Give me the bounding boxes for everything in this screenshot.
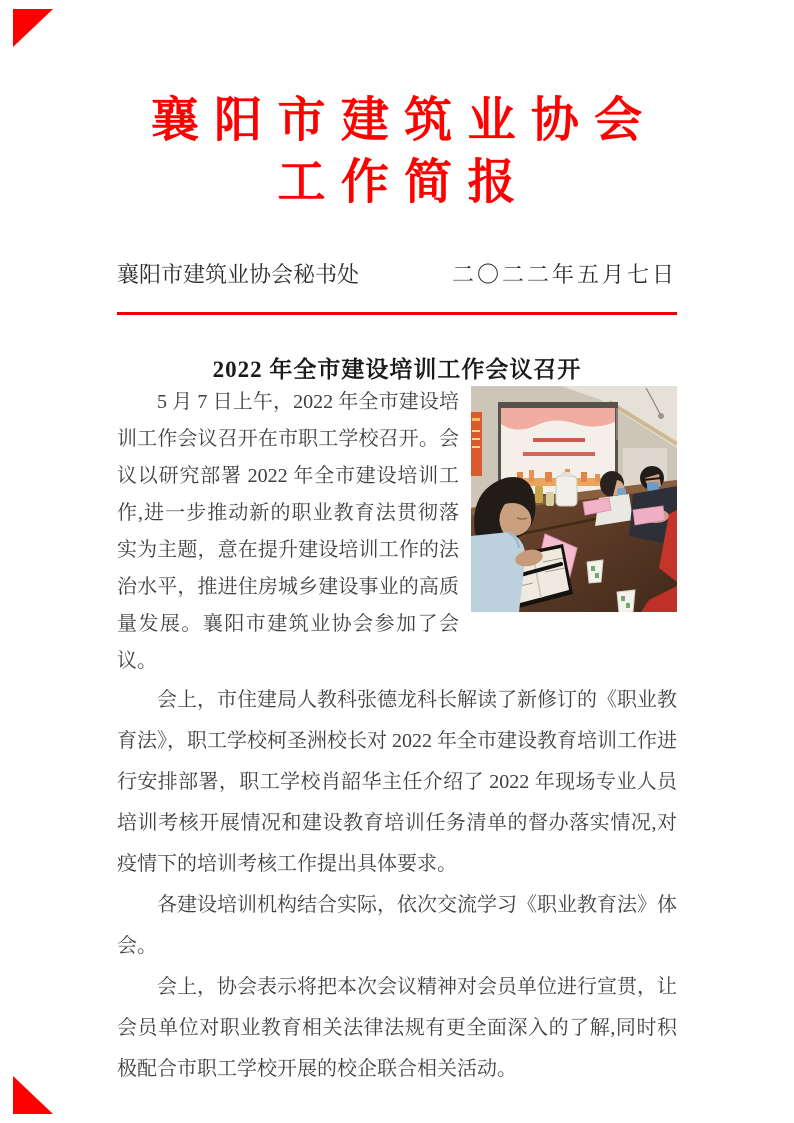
masthead-divider-rule xyxy=(117,312,677,315)
masthead-title xyxy=(117,0,677,214)
meeting-photo xyxy=(471,386,677,612)
corner-triangle-top-left xyxy=(13,9,53,47)
masthead-row xyxy=(117,258,677,289)
paragraph-1: 5 月 7 日上午，2022 年全市建设培训工作会议召开在市职工学校召开。会议以研究部署 2022 年全市建设培训工作,进一步推动新的职业教育法贯彻落实为主题，意在提升建设培训工作的法治水平，推进住房城乡建设事业的高质量发展。襄阳市建筑业协会参加了会议。 xyxy=(117,391,459,672)
paragraph-4: 会上，协会表示将把本次会议精神对会员单位进行宣贯，让会员单位对职业教育相关法律法规有更全面深入的了解,同时积极配合市职工学校开展的校企联合相关活动。 xyxy=(117,976,677,1080)
paragraph-3: 各建设培训机构结合实际，依次交流学习《职业教育法》体会。 xyxy=(117,894,677,957)
paragraph-2: 会上，市住建局人教科张德龙科长解读了新修订的《职业教育法》，职工学校柯圣洲校长对 2022 年全市建设教育培训工作进行安排部署，职工学校肖韶华主任介绍了 2022 年现场专业人员培训考核开展情况和建设教育培训任务清单的督办落实情况,对疫情下的培训考核工作提出具体要求。 xyxy=(117,689,677,875)
article-body xyxy=(117,384,677,1090)
masthead-title-line2: 工 作 简 报 xyxy=(277,156,517,209)
masthead-title-line1: 襄 阳 市 建 筑 业 协 会 xyxy=(150,94,644,147)
issuer-name: 襄阳市建筑业协会秘书处 xyxy=(117,262,360,287)
meeting-photo-illustration xyxy=(471,386,677,612)
article-title: 2022 年全市建设培训工作会议召开 xyxy=(212,357,582,382)
issue-date: 二〇二二年五月七日 xyxy=(451,262,677,287)
corner-triangle-bottom-left xyxy=(13,1076,53,1114)
